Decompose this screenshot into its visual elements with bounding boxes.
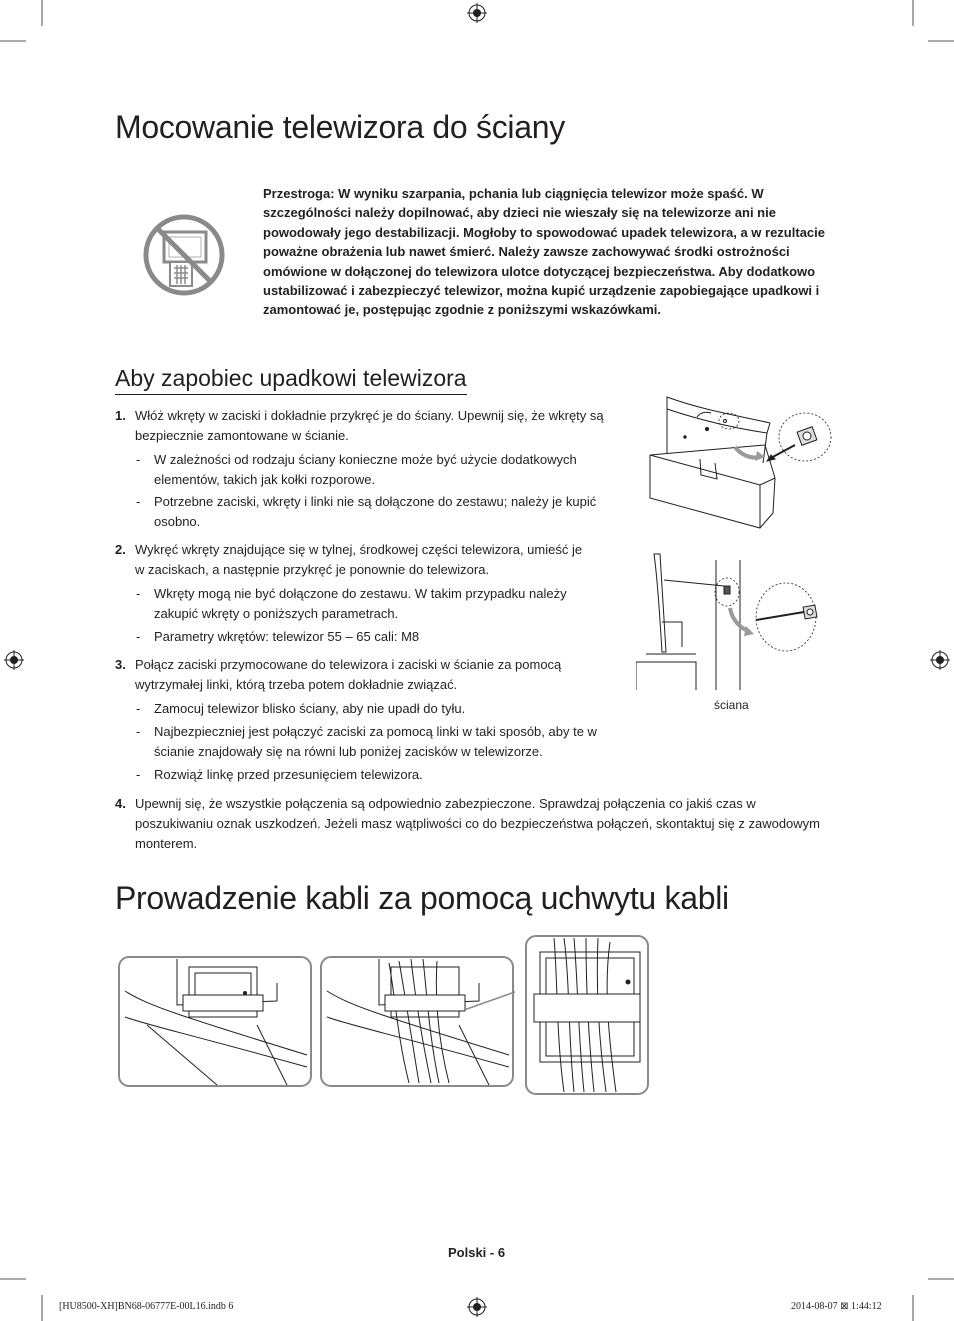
step-number: 1. (115, 408, 126, 423)
step-4 (115, 794, 835, 854)
cable-holder-zoom-illustration (524, 934, 650, 1096)
step-number: 3. (115, 657, 126, 672)
step-3 (115, 655, 565, 695)
step-number: 4. (115, 796, 126, 811)
tv-clip-illustration (645, 393, 835, 533)
step-2-note-2: - Parametry wkrętów: telewizor 55 – 65 cali: M8 (136, 627, 586, 647)
cable-section-title: Prowadzenie kabli za pomocą uchwytu kabli (115, 880, 729, 916)
step-3-note-2: - Najbezpieczniej jest połączyć zaciski za pomocą linki w taki sposób, aby te w ścianie znajdowały się na równi lub poniżej zacisków w telewizorze. (136, 722, 611, 762)
cable-holder-step-2-illustration (319, 955, 515, 1088)
step-1-note-2: - Potrzebne zaciski, wkręty i linki nie są dołączone do zestawu; należy je kupić osobno. (136, 492, 606, 532)
page-title: Mocowanie telewizora do ściany (115, 109, 565, 145)
note-text: Najbezpieczniej jest połączyć zaciski za pomocą linki w taki sposób, aby te w ścianie znajdowały się na równi lub poniżej zacisków w telewizorze. (154, 724, 597, 759)
note-text: Parametry wkrętów: telewizor 55 – 65 cali: M8 (154, 629, 420, 644)
footer-file-name: [HU8500-XH]BN68-06777E-00L16.indb 6 (59, 1301, 234, 1312)
registration-mark-icon (930, 650, 950, 670)
registration-mark-icon (467, 1297, 487, 1317)
footer-timestamp: 2014-08-07 ⊠ 1:44:12 (791, 1301, 882, 1312)
page-number: Polski - 6 (448, 1245, 506, 1260)
note-text: Wkręty mogą nie być dołączone do zestawu. W takim przypadku należy zakupić wkręty o poniższych parametrach. (154, 586, 567, 621)
registration-mark-icon (4, 650, 24, 670)
registration-mark-icon (467, 3, 487, 23)
step-text: Upewnij się, że wszystkie połączenia są odpowiednio zabezpieczone. Sprawdzaj połączenia co jakiś czas w poszukiwaniu oznak uszkodzeń. Jeżeli masz wątpliwości co do bezpieczeństwa połączeń, skontaktuj się z zawodowym monterem. (135, 796, 821, 851)
warning-text: Przestroga: W wyniku szarpania, pchania lub ciągnięcia telewizor może spaść. W szczególności należy dopilnować, aby dzieci nie wieszały się na telewizorze ani nie powodowały jego destabilizacji. Mogłoby to spowodować upadek telewizora, a w rezultacie poważne obrażenia lub nawet śmierć. Należy zawsze zachowywać środki ostrożności omówione w dołączonej do telewizora ulotce dotyczącej bezpieczeństwa. Aby dodatkowo ustabilizować i zabezpieczyć telewizor, można kupić urządzenie zapobiegające upadkowi i zamontować je, postępując zgodnie z poniższymi wskazówkami. (263, 186, 825, 318)
note-text: Rozwiąż linkę przed przesunięciem telewizora. (154, 767, 423, 782)
note-text: W zależności od rodzaju ściany konieczne może być użycie dodatkowych elementów, takich jak kołki rozporowe. (154, 452, 577, 487)
step-text: Połącz zaciski przymocowane do telewizora i zaciski w ścianie za pomocą wytrzymałej linki, którą trzeba potem dokładnie związać. (135, 657, 562, 692)
step-2 (115, 540, 595, 580)
note-text: Potrzebne zaciski, wkręty i linki nie są dołączone do zestawu; należy je kupić osobno. (154, 494, 597, 529)
step-2-note-1: - Wkręty mogą nie być dołączone do zestawu. W takim przypadku należy zakupić wkręty o poniższych parametrach. (136, 584, 586, 624)
step-1-note-1: - W zależności od rodzaju ściany konieczne może być użycie dodatkowych elementów, takich jak kołki rozporowe. (136, 450, 606, 490)
wall-label: ściana (714, 698, 749, 712)
step-1 (115, 406, 610, 446)
cable-holder-step-1-illustration (117, 955, 313, 1088)
note-text: Zamocuj telewizor blisko ściany, aby nie upadł do tyłu. (154, 701, 466, 716)
step-3-note-3: - Rozwiąż linkę przed przesunięciem telewizora. (136, 765, 606, 785)
step-3-note-1: - Zamocuj telewizor blisko ściany, aby nie upadł do tyłu. (136, 699, 606, 719)
step-text: Wykręć wkręty znajdujące się w tylnej, środkowej części telewizora, umieść je w zaciskach, a następnie przykręć je ponownie do telewizora. (135, 542, 583, 577)
step-number: 2. (115, 542, 126, 557)
no-hanging-warning-icon (140, 212, 228, 298)
step-text: Włóż wkręty w zaciski i dokładnie przykręć je do ściany. Upewnij się, że wkręty są bezpiecznie zamontowane w ścianie. (135, 408, 604, 443)
section-subtitle: Aby zapobiec upadkowi telewizora (115, 365, 467, 395)
wall-clip-illustration (636, 552, 826, 692)
